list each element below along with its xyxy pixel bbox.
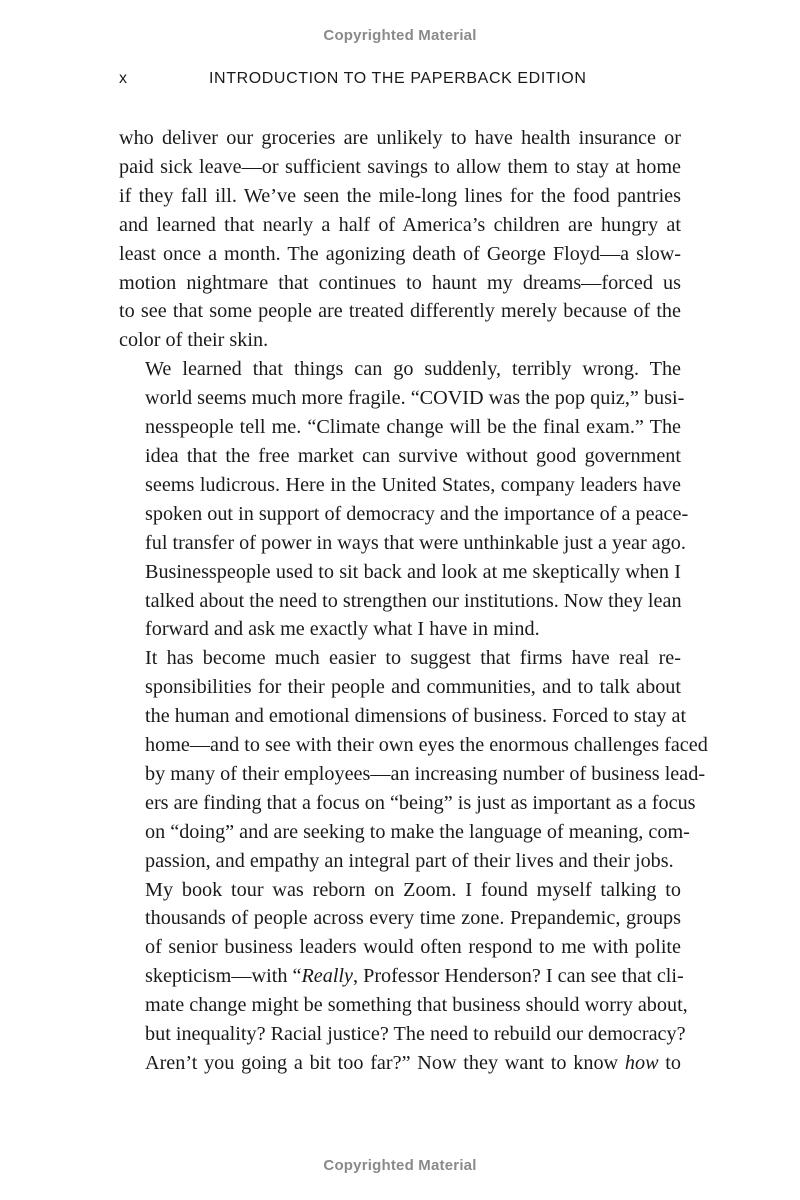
paragraph-4	[119, 876, 688, 1078]
text-run: skepticism—with “	[145, 965, 302, 988]
copyright-watermark-bottom: Copyrighted Material	[323, 1157, 477, 1174]
text-line: My book tour was reborn on Zoom. I found myself talking to	[145, 878, 681, 901]
text-line: and learned that nearly a half of America’s children are hungry at	[119, 213, 681, 236]
running-head	[119, 68, 681, 92]
body-text	[119, 124, 708, 1078]
text-line: color of their skin.	[119, 329, 269, 352]
text-line: mate change might be something that business should worry about,	[145, 994, 688, 1017]
text-line: Businesspeople used to sit back and look at me skeptically when I	[145, 560, 681, 583]
text-line: We learned that things can go suddenly, terribly wrong. The	[145, 358, 681, 381]
text-line: if they fall ill. We’ve seen the mile-long lines for the food pantries	[119, 184, 681, 207]
paragraph-1	[119, 124, 681, 355]
text-line	[119, 1049, 681, 1078]
paragraph-3	[119, 644, 708, 875]
text-line: paid sick leave—or sufficient savings to allow them to stay at home	[119, 155, 681, 178]
text-line: of senior business leaders would often respond to me with polite	[145, 936, 681, 959]
text-line: ful transfer of power in ways that were unthinkable just a year ago.	[145, 531, 686, 554]
text-line: sponsibilities for their people and communities, and to talk about	[145, 676, 681, 699]
text-line: It has become much easier to suggest that firms have real re-	[145, 647, 681, 670]
text-run: to	[658, 1052, 682, 1074]
text-line: home—and to see with their own eyes the enormous challenges faced	[145, 734, 708, 757]
text-line: spoken out in support of democracy and the importance of a peace-	[145, 502, 689, 525]
text-line: ers are finding that a focus on “being” is just as important as a focus	[145, 791, 696, 814]
text-line: thousands of people across every time zone. Prepandemic, groups	[145, 907, 681, 930]
text-line: seems ludicrous. Here in the United States, company leaders have	[145, 473, 681, 496]
text-line: talked about the need to strengthen our institutions. Now they lean	[145, 589, 682, 612]
text-line: passion, and empathy an integral part of their lives and their jobs.	[145, 849, 674, 872]
text-line: but inequality? Racial justice? The need to rebuild our democracy?	[145, 1023, 686, 1046]
italic-run: Really	[301, 965, 354, 988]
text-line: world seems much more fragile. “COVID was the pop quiz,” busi-	[145, 387, 685, 410]
text-line: by many of their employees—an increasing number of business lead-	[145, 762, 706, 785]
text-line: motion nightmare that continues to haunt my dreams—forced us	[119, 271, 681, 294]
paragraph-2	[119, 355, 689, 644]
text-run: Aren’t you going a bit too far?” Now they want to know	[145, 1052, 625, 1074]
text-line: to see that some people are treated differently merely because of the	[119, 300, 681, 323]
text-line: idea that the free market can survive without good government	[145, 444, 681, 467]
text-line: least once a month. The agonizing death of George Floyd—a slow-	[119, 242, 681, 265]
text-line: nesspeople tell me. “Climate change will be the final exam.” The	[145, 416, 681, 439]
running-title: INTRODUCTION TO THE PAPERBACK EDITION	[209, 70, 587, 87]
text-line	[119, 962, 684, 991]
text-line: on “doing” and are seeking to make the language of meaning, com-	[145, 820, 690, 843]
copyright-watermark-top: Copyrighted Material	[323, 27, 477, 44]
italic-run: how	[624, 1052, 659, 1074]
page-number: x	[119, 70, 127, 87]
text-line: the human and emotional dimensions of business. Forced to stay at	[145, 705, 687, 728]
text-line: who deliver our groceries are unlikely to have health insurance or	[119, 127, 681, 149]
text-line: forward and ask me exactly what I have in mind.	[145, 618, 540, 641]
text-run: , Professor Henderson? I can see that cli-	[353, 965, 684, 988]
